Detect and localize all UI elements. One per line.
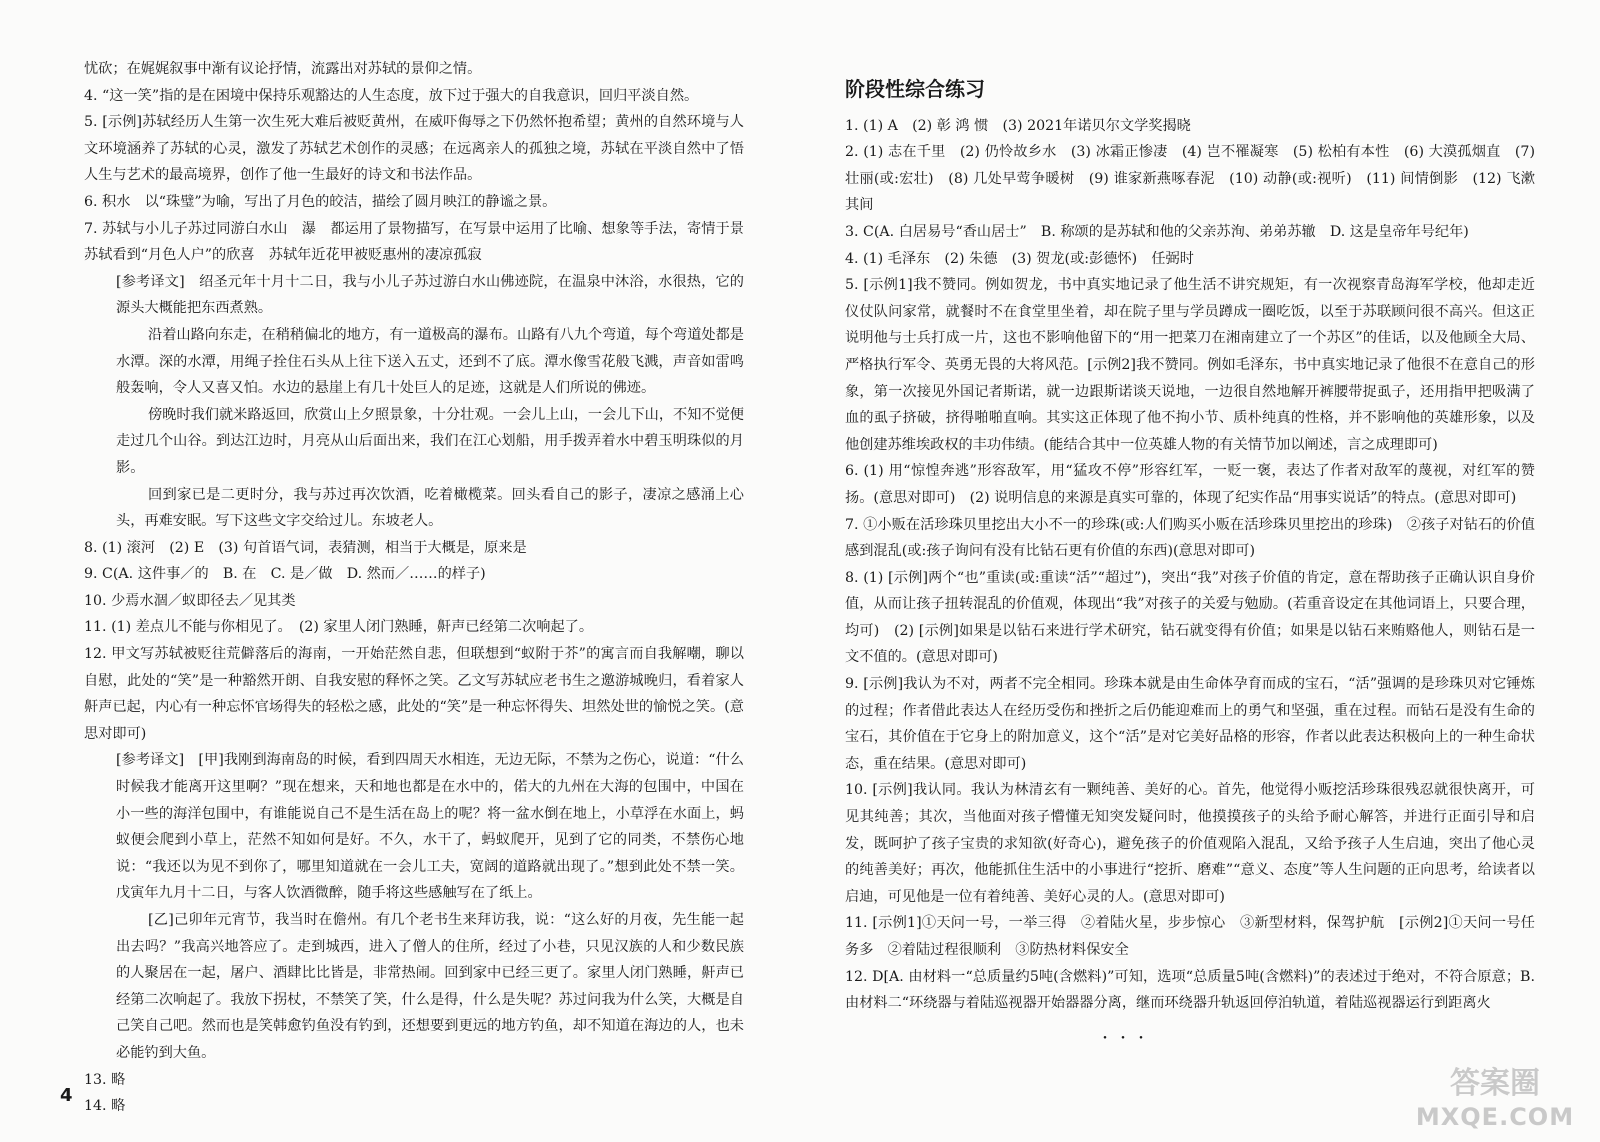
answer-paragraph: 9. [示例]我认为不对，两者不完全相同。珍珠本就是由生命体孕育而成的宝石，“活”强调的是珍珠贝对它锤炼的过程；作者借此表达人在经历受伤和挫折之后仍能迎难而上的勇气和坚强，重在过程。而钻石是没有生命的宝石，其价值在于它身上的附加意义，这个“活”是对它美好品格的形容，作者以此表达积极向上的一种生命状态，重在结果。(意思对即可) <box>845 676 1535 772</box>
answer-paragraph: 12. 甲文写苏轼被贬往荒僻落后的海南，一开始茫然自悲，但联想到“蚁附于芥”的寓言而自我解嘲，聊以自慰，此处的“笑”是一种豁然开朗、自我安慰的释怀之笑。乙文写苏轼应老书生之邀游城晚归，看着家人鼾声已起，内心有一种忘怀官场得失的轻松之感，此处的“笑”是一种忘怀得失、坦然处世的愉悦之笑。(意思对即可) <box>84 646 744 742</box>
right-column <box>845 56 1535 1017</box>
answer-paragraph: 13. 略 <box>84 1071 126 1088</box>
answer-paragraph: 10. 少焉水涸／蚁即径去／见其类 <box>84 592 296 609</box>
answer-paragraph: 1. (1) A (2) 彰 鸿 惯 (3) 2021年诺贝尔文学奖揭晓 <box>845 117 1191 134</box>
answer-paragraph: 傍晚时我们就米路返回，欣赏山上夕照景象，十分壮观。一会儿上山，一会儿下山，不知不觉便走过几个山谷。到达江边时，月亮从山后面出来，我们在江心划船，用手拨弄着水中碧玉明珠似的月影。 <box>116 406 744 476</box>
answer-paragraph: 6. 积水 以“珠璧”为喻，写出了月色的皎洁，描绘了圆月映江的静谧之景。 <box>84 193 557 210</box>
answer-paragraph: 11. [示例1]①天问一号，一举三得 ②着陆火星，步步惊心 ③新型材料，保驾护航 [示例2]①天问一号任务多 ②着陆过程很顺利 ③防热材料保安全 <box>845 915 1535 958</box>
answer-paragraph: 6. (1) 用“惊惶奔逃”形容敌军，用“猛攻不停”形容红军，一贬一褒，表达了作者对敌军的蔑视，对红军的赞扬。(意思对即可) (2) 说明信息的来源是真实可靠的，体现了纪实作品“用事实说话”的特点。(意思对即可) <box>845 463 1535 506</box>
left-column <box>84 56 759 1120</box>
answer-paragraph: 5. [示例1]我不赞同。例如贺龙，书中真实地记录了他生活不讲究规矩，有一次视察青岛海军学校，他却走近仪仗队问家常，就餐时不在食堂里坐着，却在院子里与学员蹲成一圈吃饭，以至于苏联顾问很不高兴。但这正说明他与士兵打成一片，这也不影响他留下的“用一把菜刀在湘南建立了一个苏区”的佳话，以及他顾全大局、严格执行军令、英勇无畏的大将风范。[示例2]我不赞同。例如毛泽东，书中真实地记录了他很不在意自己的形象，第一次接见外国记者斯诺，就一边跟斯诺谈天说地，一边很自然地解开裤腰带捉虱子，还用指甲把吸满了血的虱子挤破，挤得啪啪直响。其实这正体现了他不拘小节、质朴纯真的性格，并不影响他的英雄形象，以及他创建苏维埃政权的丰功伟绩。(能结合其中一位英雄人物的有关情节加以阐述，言之成理即可) <box>845 277 1535 453</box>
watermark <box>1410 1065 1580 1135</box>
answer-paragraph: 4. “这一笑”指的是在困境中保持乐观豁达的人生态度，放下过于强大的自我意识，回归平淡自然。 <box>84 87 699 104</box>
answer-paragraph: 10. [示例]我认同。我认为林清玄有一颗纯善、美好的心。首先，他觉得小贩挖活珍珠很残忍就很快离开，可见其纯善；其次，当他面对孩子懵懂无知突发疑问时，他摸摸孩子的头给予耐心解答，并进行正面引导和启发，既呵护了孩子宝贵的求知欲(好奇心)，避免孩子的价值观陷入混乱，又给予孩子人生启迪，突出了他心灵的纯善美好；再次，他能抓住生活中的小事进行“挖折、磨难”“意义、态度”等人生问题的正向思考，给读者以启迪，可见他是一位有着纯善、美好心灵的人。(意思对即可) <box>845 782 1535 905</box>
page-number: 4 <box>60 1085 73 1106</box>
answer-paragraph: [乙]己卯年元宵节，我当时在儋州。有几个老书生来拜访我，说：“这么好的月夜，先生能一起出去吗？”我高兴地答应了。走到城西，进入了僧人的住所，经过了小巷，只见汉族的人和少数民族的人聚居在一起，屠户、酒肆比比皆是，非常热闹。回到家中已经三更了。家里人闭门熟睡，鼾声已经第二次响起了。我放下拐杖，不禁笑了笑，什么是得，什么是失呢？苏过问我为什么笑，大概是自己笑自己吧。然而也是笑韩愈钓鱼没有钓到，还想要到更远的地方钓鱼，却不知道在海边的人，也未必能钓到大鱼。 <box>116 912 744 1061</box>
answer-paragraph: [参考译文] [甲]我刚到海南岛的时候，看到四周天水相连，无边无际，不禁为之伤心，说道：“什么时候我才能离开这里啊？”现在想来，天和地也都是在水中的，偌大的九州在大海的包围中，中国在小一些的海洋包围中，有谁能说自己不是生活在岛上的呢？将一盆水倒在地上，小草浮在水面上，蚂蚁便会爬到小草上，茫然不知如何是好。不久，水干了，蚂蚁爬开，见到了它的同类，不禁伤心地说：“我还以为见不到你了，哪里知道就在一会儿工夫，宽阔的道路就出现了。”想到此处不禁一笑。戊寅年九月十二日，与客人饮酒微醉，随手将这些感触写在了纸上。 <box>116 752 744 902</box>
answer-paragraph: 12. D[A. 由材料一“总质量约5吨(含燃料)”可知，选项“总质量5吨(含燃料)”的表述过于绝对，不符合原意；B. 由材料二“环绕器与着陆巡视器开始器器分离，继而环绕器升轨返回停泊轨道，着陆巡视器运行到距离火 <box>845 968 1535 1012</box>
answer-paragraph: 8. (1) 滚河 (2) E (3) 句首语气词，表猜测，相当于大概是，原来是 <box>84 539 527 556</box>
answer-paragraph: 14. 略 <box>84 1098 126 1115</box>
answer-paragraph: 11. (1) 差点儿不能与你相见了。 (2) 家里人闭门熟睡，鼾声已经第二次响起了。 <box>84 619 594 636</box>
answer-paragraph: 8. (1) [示例]两个“也”重读(或:重读“活”“超过”)，突出“我”对孩子价值的肯定，意在帮助孩子正确认识自身价值，从而让孩子扭转混乱的价值观，体现出“我”对孩子的关爱与勉励。(若重音设定在其他词语上，只要合理，均可) (2) [示例]如果是以钻石来进行学术研究，钻石就变得有价值；如果是以钻石来贿赂他人，则钻石是一文不值的。(意思对即可) <box>845 569 1535 666</box>
answer-paragraph: 7. 苏轼与小儿子苏过同游白水山 瀑 都运用了景物描写，在写景中运用了比喻、想象等手法，寄情于景 苏轼看到“月色人户”的欣喜 苏轼年近花甲被贬惠州的凄凉孤寂 <box>84 220 759 264</box>
answer-paragraph: 5. [示例]苏轼经历人生第一次生死大难后被贬黄州，在威吓侮辱之下仍然怀抱希望；黄州的自然环境与人文环境涵养了苏轼的心灵，激发了苏轼艺术创作的灵感；在远离亲人的孤独之境，苏轼在平淡自然中了悟人生与艺术的最高境界，创作了他一生最好的诗文和书法作品。 <box>84 114 744 184</box>
answer-paragraph: 回到家已是二更时分，我与苏过再次饮酒，吃着橄榄菜。回头看自己的影子，凄凉之感涌上心头，再难安眠。写下这些文字交给过儿。东坡老人。 <box>116 486 744 530</box>
continuation-mark: ・・・ <box>1098 1031 1152 1047</box>
answer-paragraph: 3. C(A. 白居易号“香山居士” B. 称颂的是苏轼和他的父亲苏洵、弟弟苏辙 D. 这是皇帝年号纪年) <box>845 223 1469 240</box>
watermark-logo: 答案圈 <box>1450 1066 1540 1101</box>
answer-paragraph: 9. C(A. 这件事／的 B. 在 C. 是／做 D. 然而／……的样子) <box>84 566 486 583</box>
answer-paragraph: 7. ①小贩在活珍珠贝里挖出大小不一的珍珠(或:人们购买小贩在活珍珠贝里挖出的珍珠) ②孩子对钻石的价值感到混乱(或:孩子询问有没有比钻石更有价值的东西)(意思对即可) <box>845 516 1535 560</box>
answer-paragraph: 沿着山路向东走，在稍稍偏北的地方，有一道极高的瀑布。山路有八九个弯道，每个弯道处都是水潭。深的水潭，用绳子拴住石头从上往下送入五丈，还到不了底。潭水像雪花般飞溅，声音如雷鸣般轰响，令人又喜又怕。水边的悬崖上有几十处巨人的足迹，这就是人们所说的佛迹。 <box>116 326 744 397</box>
right-answers <box>845 113 1535 1017</box>
answer-paragraph: 4. (1) 毛泽东 (2) 朱德 (3) 贺龙(或:彭德怀) 任弼时 <box>845 250 1194 267</box>
answer-paragraph: [参考译文] 绍圣元年十月十二日，我与小儿子苏过游白水山佛迹院，在温泉中沐浴，水很热，它的源头大概能把东西煮熟。 <box>116 273 744 317</box>
section-title: 阶段性综合练习 <box>845 77 985 101</box>
answer-paragraph: 2. (1) 志在千里 (2) 仍怜故乡水 (3) 冰霜正惨凄 (4) 岂不罹凝寒 (5) 松柏有本性 (6) 大漠孤烟直 (7) 壮丽(或:宏壮) (8) 几处早莺争暖树 (9) 谁家新燕啄春泥 (10) 动静(或:视听) (11) 间情倒影 (12) 飞漱其间 <box>845 144 1535 214</box>
answer-paragraph: 忧砍；在娓娓叙事中渐有议论抒情，流露出对苏轼的景仰之情。 <box>84 61 482 77</box>
watermark-domain: MXQE.COM <box>1415 1103 1575 1131</box>
